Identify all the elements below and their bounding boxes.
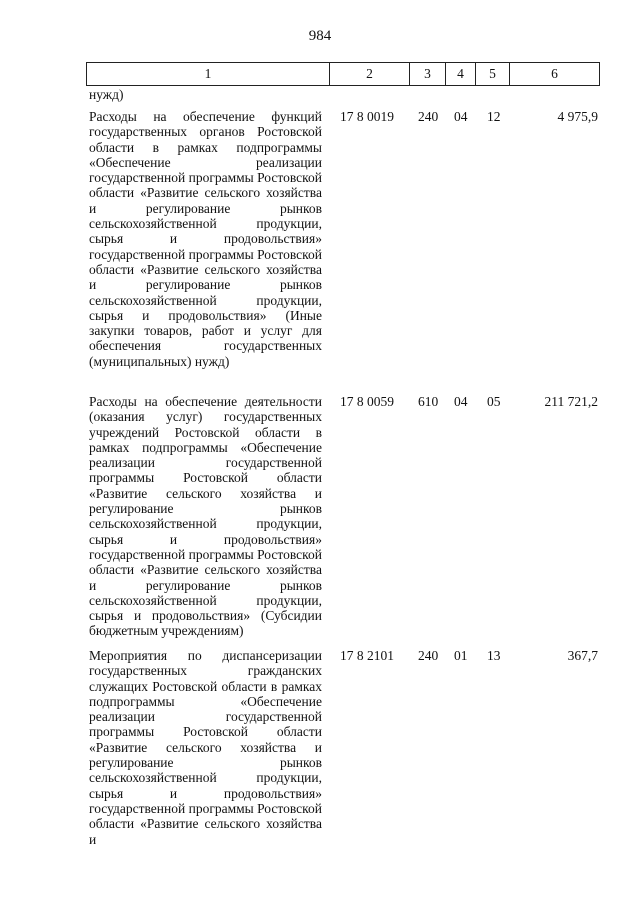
row-pr: 05 [487,394,501,409]
row-sum: 4 975,9 [557,109,598,124]
row-description: Расходы на обеспечение функций государственных органов Ростовской области в рамках подпрограммы «Обеспечение реализации государственной программы Ростовской области «Развитие сельского хозяйства и регулирование рынков сельскохозяйственной продукции, сырья и продовольствия» государственной программы Ростовской области «Развитие сельского хозяйства и регулирование рынков сельскохозяйственной продукции, сырья и продовольствия» (Иные закупки товаров, работ и услуг для обеспечения государственных (муниципальных) нужд) [89,109,322,369]
row-vr: 610 [418,394,439,409]
row-vr: 240 [418,109,439,124]
row-csr: 17 8 0059 [340,394,394,409]
row-csr: 17 8 0019 [340,109,394,124]
page-number: 984 [308,28,332,44]
row-rz: 04 [454,109,468,124]
row-pr: 12 [487,109,501,124]
table-header [86,62,600,86]
header-col-4: 4 [445,63,475,85]
row-rz: 04 [454,394,468,409]
header-col-6: 6 [509,63,599,85]
row-sum: 211 721,2 [544,394,598,409]
row-rz: 01 [454,648,468,663]
header-col-2: 2 [329,63,409,85]
row-vr: 240 [418,648,439,663]
row-csr: 17 8 2101 [340,648,394,663]
header-col-1: 1 [204,66,212,81]
header-col-5: 5 [475,63,509,85]
row-sum: 367,7 [567,648,598,663]
row-pr: 13 [487,648,501,663]
row-description: Расходы на обеспечение деятельности (оказания услуг) государственных учреждений Ростовской области в рамках подпрограммы «Обеспечение реализации государственной программы Ростовской области «Развитие сельского хозяйства и регулирование рынков сельскохозяйственной продукции, сырья и продовольствия» государственной программы Ростовской области «Развитие сельского хозяйства и регулирование рынков сельскохозяйственной продукции, сырья и продовольствия» (Субсидии бюджетным учреждениям) [89,394,322,639]
continuation-text: нужд) [89,87,124,102]
row-description: Мероприятия по диспансеризации государственных гражданских служащих Ростовской области в рамках подпрограммы «Обеспечение реализации государственной программы Ростовской области «Развитие сельского хозяйства и регулирование рынков сельскохозяйственной продукции, сырья и продовольствия» государственной программы Ростовской области «Развитие сельского хозяйства и [89,648,322,847]
header-col-3: 3 [409,63,445,85]
